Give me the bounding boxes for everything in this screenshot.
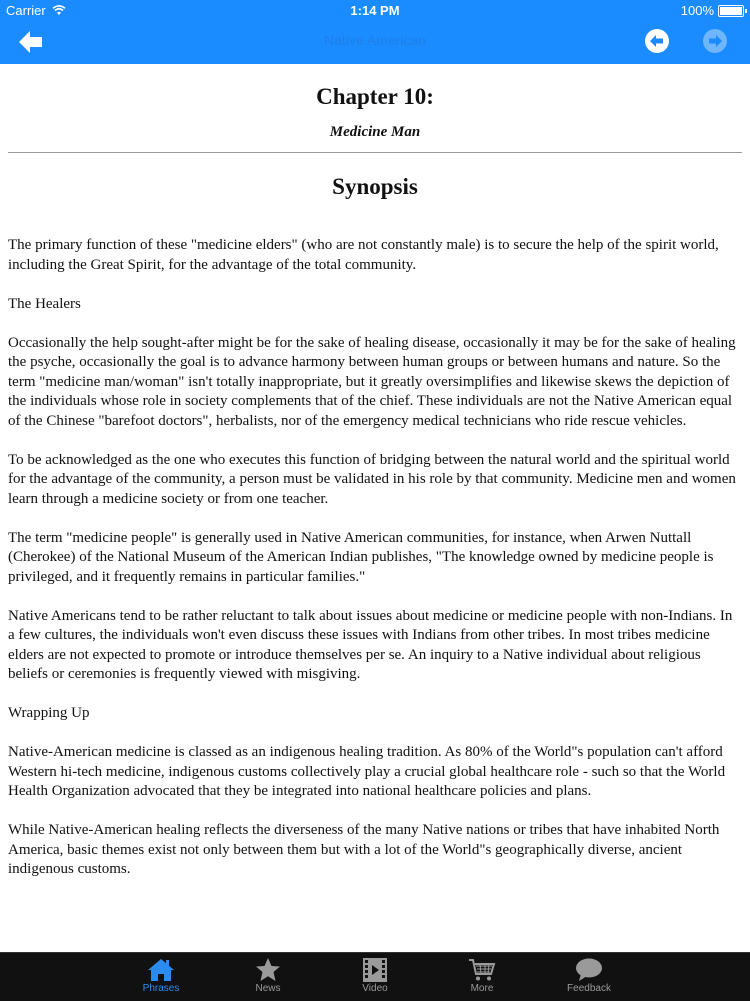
home-icon [146, 957, 176, 983]
next-chapter-button[interactable] [702, 28, 728, 54]
tab-feedback[interactable] [536, 953, 643, 1001]
tab-label: Phrases [142, 983, 180, 994]
chapter-title: Chapter 10: [316, 84, 434, 109]
paragraph: Wrapping Up [8, 705, 90, 721]
film-icon [360, 957, 390, 983]
battery-status [681, 3, 744, 18]
paragraph: The term "medicine people" is generally used in Native American communities, for instance, when Arwen Nuttall (Cherokee) of the National Museum of the American Indian publishes, "The knowledge owned by medicine people is privileged, and it frequently remains in particular families." [8, 529, 714, 585]
article-content[interactable] [0, 64, 750, 952]
navigation-bar [0, 20, 750, 64]
paragraph: To be acknowledged as the one who executes this function of bridging between the natural world and the spiritual world for the advantage of the community, a person must be validated in his role by that community. Medicine men and women learn through a medicine society or from one teacher. [8, 451, 736, 507]
chat-bubble-icon [574, 957, 604, 983]
clock: 1:14 PM [350, 3, 400, 18]
star-icon [253, 957, 283, 983]
tab-news[interactable] [215, 953, 322, 1001]
article-body [0, 236, 750, 880]
paragraph: Native Americans tend to be rather reluctant to talk about issues about medicine or medicine people with non-Indians. In a few cultures, the individuals won't even discuss these issues with Indians from other tribes. In most tribes medicine elders are not expected to promote or introduce themselves per se. An inquiry to a Native individual about religious beliefs or ceremonies is frequently viewed with misgiving. [8, 607, 733, 682]
status-bar [0, 0, 750, 20]
paragraph: Native-American medicine is classed as an indigenous healing tradition. As 80% of the World"s population can't afford Western hi-tech medicine, indigenous customs collectively play a crucial global healthcare role - such so that the World Health Organization advocated that they be integrated into national healthcare policies and plans. [8, 744, 726, 799]
tab-label: News [255, 983, 281, 994]
battery-fill [720, 7, 742, 15]
tab-label: More [470, 983, 494, 994]
tab-video[interactable] [322, 953, 429, 1001]
nav-title: Native American [324, 32, 426, 48]
paragraph: The Healers [8, 295, 81, 312]
tab-label: Video [362, 983, 388, 994]
chapter-subtitle: Medicine Man [329, 124, 421, 140]
previous-chapter-button[interactable] [644, 28, 670, 54]
paragraph: The primary function of these "medicine elders" (who are not constantly male) is to secure the help of the spirit world, including the Great Spirit, for the advantage of the total community. [8, 237, 719, 273]
circle-arrow-left-icon [644, 28, 670, 54]
tab-bar [0, 952, 750, 1001]
top-bar [0, 0, 750, 64]
tab-phrases[interactable] [108, 953, 215, 1001]
carrier-text: Carrier [6, 3, 46, 18]
battery-icon [718, 5, 744, 17]
tab-label: Feedback [567, 983, 611, 994]
circle-arrow-right-icon [702, 28, 728, 54]
paragraph: Occasionally the help sought-after might be for the sake of healing disease, occasionally it may be for the sake of healing the psyche, occasionally the goal is to advance harmony between human groups or between humans and nature. So the term "medicine man/woman" isn't totally inappropriate, but it greatly oversimplifies and likewise skews the depiction of the individuals whose role in society complements that of the chief. These individuals are not the Native American equal of the Chinese "barefoot doctors", herbalists, nor of the emergency medical technicians who ride rescue vehicles. [8, 334, 736, 429]
paragraph: While Native-American healing reflects the diverseness of the many Native nations or tribes that have inhabited North America, basic themes exist not only between them but with a lot of the World"s geographically diverse, ancient indigenous customs. [8, 822, 720, 877]
battery-percent: 100% [680, 3, 714, 18]
section-heading: Synopsis [332, 174, 418, 199]
cart-icon [467, 957, 497, 983]
divider [8, 152, 742, 153]
tab-more[interactable] [429, 953, 536, 1001]
